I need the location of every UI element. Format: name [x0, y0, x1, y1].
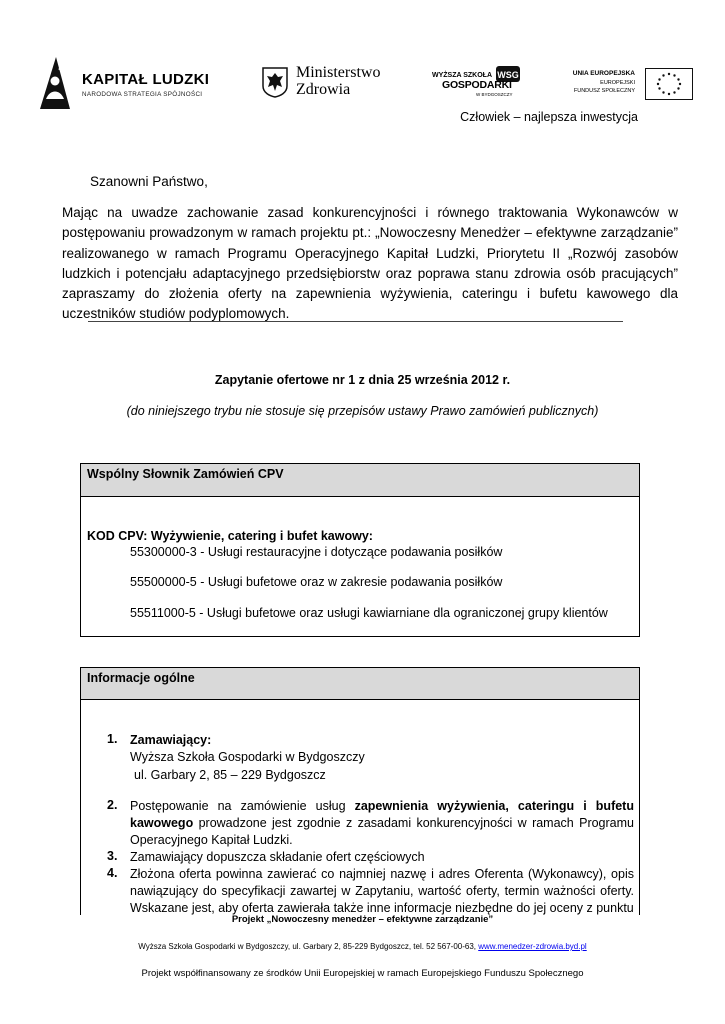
greeting: Szanowni Państwo,	[90, 174, 208, 189]
list-item-number: 4.	[107, 866, 118, 880]
ue-line1: UNIA EUROPEJSKA	[572, 70, 635, 77]
kapital-ludzki-logo	[38, 55, 208, 113]
list-item-number: 1.	[107, 732, 118, 746]
procedure-text-start: Postępowanie na zamówienie usług	[130, 799, 355, 813]
cpv-section-header: Wspólny Słownik Zamówień CPV	[81, 464, 639, 497]
ue-line2: EUROPEJSKI	[600, 80, 635, 86]
kapital-ludzki-title: KAPITAŁ LUDZKI	[82, 71, 210, 88]
cpv-item: 55500000-5 - Usługi bufetowe oraz w zakresie podawania posiłków	[130, 575, 503, 589]
wsg-line3: W BYDGOSZCZY	[476, 92, 513, 97]
footer-address	[0, 942, 725, 951]
list-item-offer-contents: Złożona oferta powinna zawierać co najmniej nazwę i adres Oferenta (Wykonawcy), opis nawiązujący do specyfikacji zawartej w Zapytaniu, wartość oferty, termin ważności oferty. Wskazane jest, aby oferta zawierała także inne informacje niezbędne do jej oceny z punktu	[130, 867, 634, 915]
wsg-badge-text: WSG	[497, 70, 519, 80]
kapital-ludzki-subtitle: NARODOWA STRATEGIA SPÓJNOŚCI	[82, 91, 203, 98]
procedure-text-bold: zapewnienia wyżywienia, cateringu i bufetu kawowego	[130, 799, 634, 830]
footer-address-text: Wyższa Szkoła Gospodarki w Bydgoszczy, ul. Garbary 2, 85-229 Bydgoszcz, tel. 52 567-00-63,	[138, 942, 479, 951]
wsg-line2: GOSPODARKI	[442, 79, 512, 91]
document-title: Zapytanie ofertowe nr 1 z dnia 25 września 2012 r.	[214, 373, 511, 387]
wsg-logo	[432, 66, 522, 104]
wsg-line1: WYŻSZA SZKOŁA	[432, 72, 493, 79]
footer-project-title: Projekt „Nowoczesny menedżer – efektywne zarządzanie”	[231, 914, 494, 925]
kapital-ludzki-emblem-icon	[38, 55, 72, 111]
unia-europejska-logo	[568, 68, 693, 104]
cpv-section	[80, 463, 640, 637]
ministerstwo-zdrowia-logo	[262, 64, 387, 104]
ministerstwo-line2: Zdrowia	[296, 81, 351, 98]
procedure-text-end: prowadzone jest zgodnie z zasadami konkurencyjności w ramach Programu Operacyjnego Kapitał Ludzki.	[130, 816, 634, 847]
cpv-item: 55300000-3 - Usługi restauracyjne i dotyczące podawania posiłków	[130, 545, 503, 559]
divider	[88, 321, 623, 322]
cpv-heading: KOD CPV: Wyżywienie, catering i bufet kawowy:	[87, 529, 373, 543]
list-item-number: 3.	[107, 849, 118, 863]
list-item-partial-offers: Zamawiający dopuszcza składanie ofert częściowych	[130, 850, 425, 864]
general-info-section	[80, 667, 640, 915]
list-item-procedure	[130, 798, 634, 849]
cpv-item: 55511000-5 - Usługi bufetowe oraz usługi kawiarniane dla ograniczonej grupy klientów	[130, 606, 608, 620]
orderer-label: Zamawiający:	[130, 733, 212, 747]
general-info-header: Informacje ogólne	[81, 668, 639, 700]
document-subtitle: (do niniejszego trybu nie stosuje się przepisów ustawy Prawo zamówień publicznych)	[126, 404, 599, 418]
orderer-name: Wyższa Szkoła Gospodarki w Bydgoszczy	[130, 750, 365, 764]
ue-line3: FUNDUSZ SPOŁECZNY	[573, 88, 635, 94]
intro-paragraph: Mając na uwadze zachowanie zasad konkurencyjności i równego traktowania Wykonawców w postępowaniu prowadzonym w ramach projektu pt.: „Nowoczesny Menedżer – efektywne zarządzanie” realizowanego w ramach Programu Operacyjnego Kapitał Ludzki, Priorytetu II „Rozwój zasobów ludzkich i potencjału adaptacyjnego przedsiębiorstw oraz poprawa stanu zdrowia osób pracujących” zapraszamy do złożenia oferty na zapewnienia wyżywienia, cateringu i bufetu kawowego dla uczestników studiów podyplomowych.	[62, 205, 678, 322]
list-item-number: 2.	[107, 798, 118, 812]
footer-cofinancing: Projekt współfinansowany ze środków Unii Europejskiej w ramach Europejskiego Funduszu Społecznego	[141, 968, 584, 979]
tagline: Człowiek – najlepsza inwestycja	[460, 110, 638, 124]
ministerstwo-line1: Ministerstwo	[296, 64, 381, 81]
eu-flag-icon	[645, 68, 693, 100]
orderer-address: ul. Garbary 2, 85 – 229 Bydgoszcz	[134, 768, 326, 782]
polish-eagle-icon	[262, 66, 288, 98]
footer-website-link[interactable]: www.menedzer-zdrowia.byd.pl	[478, 942, 587, 951]
